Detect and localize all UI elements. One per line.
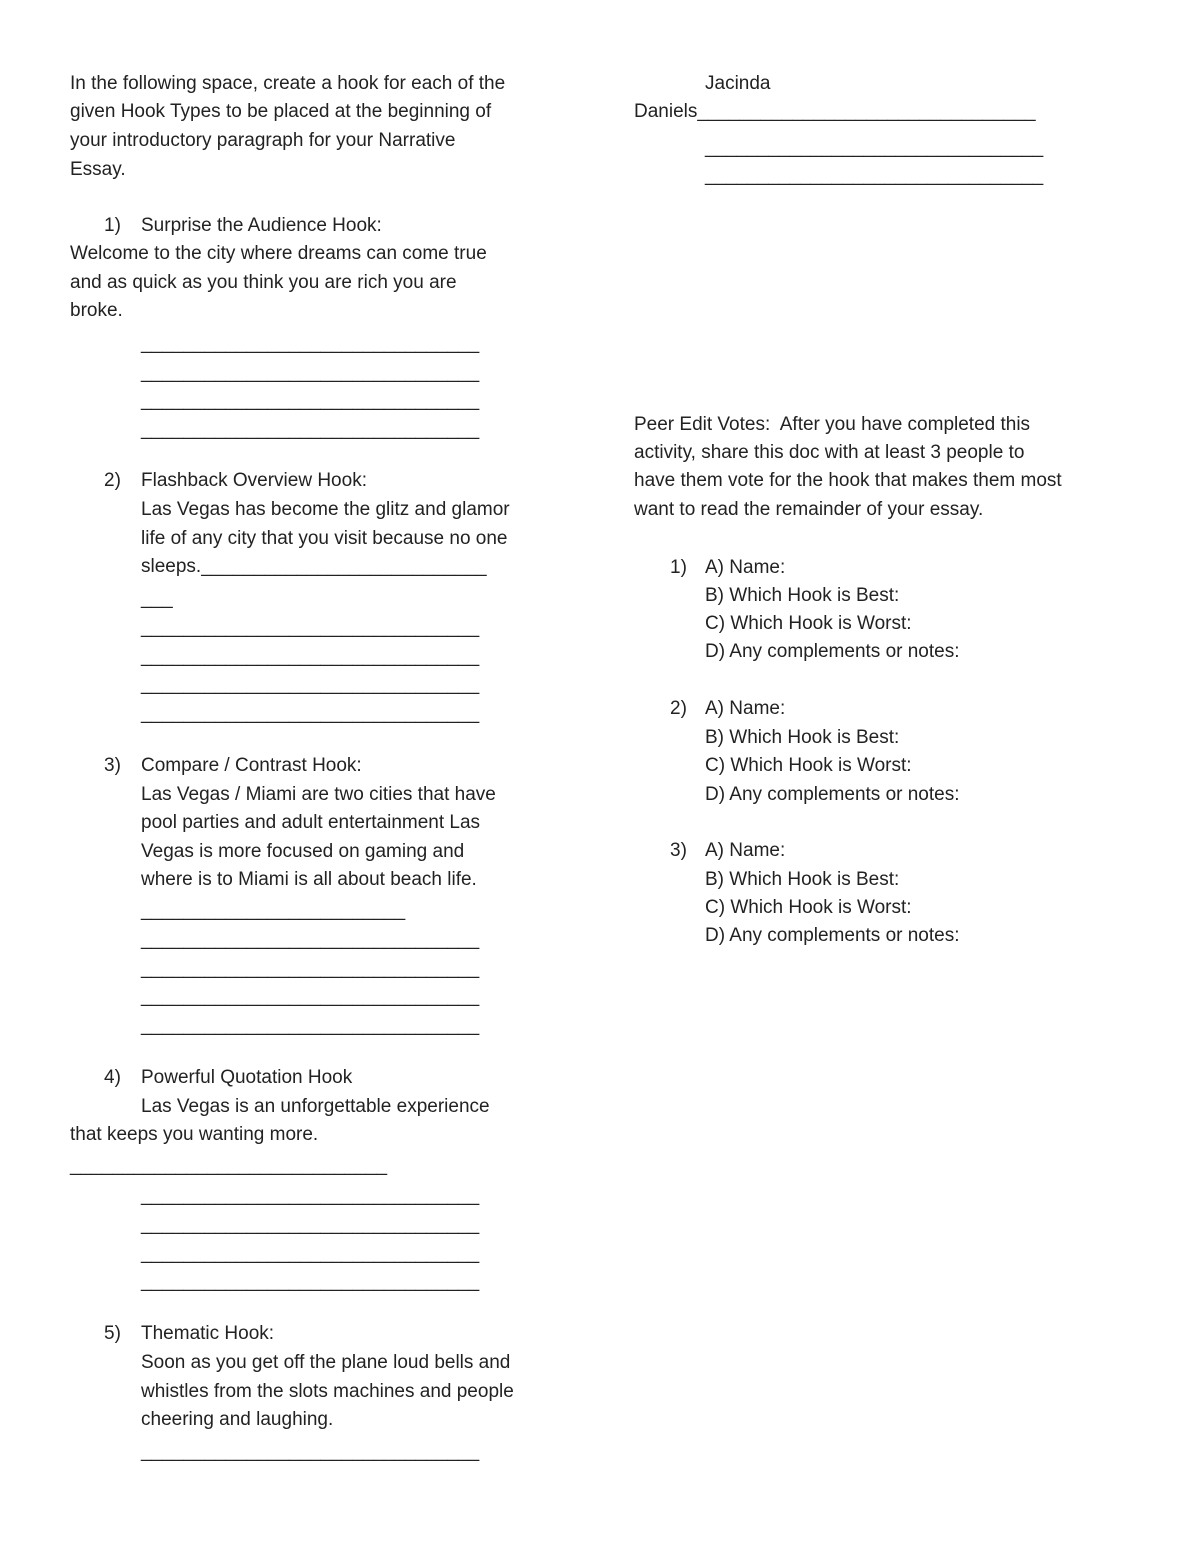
vote-number: 3)	[670, 840, 687, 861]
vote-field: B) Which Hook is Best:	[705, 727, 900, 748]
hook-answer-line: Las Vegas / Miami are two cities that have	[141, 784, 496, 805]
blank-line: ________________________________	[141, 958, 480, 979]
hook-answer-line: ___	[141, 588, 173, 609]
vote-field: C) Which Hook is Worst:	[705, 613, 912, 634]
blank-line: ________________________________	[141, 1185, 480, 1206]
hook-answer-line: Las Vegas has become the glitz and glamor	[141, 499, 510, 520]
blank-line: ________________________________	[141, 674, 480, 695]
student-first-name: Jacinda	[705, 73, 771, 94]
intro-line: In the following space, create a hook for each of the	[70, 73, 506, 94]
hook-answer-line: cheering and laughing.	[141, 1409, 334, 1430]
vote-field: A) Name:	[705, 557, 786, 578]
hook-answer-line: _________________________	[141, 900, 406, 921]
hook-answer-line: Soon as you get off the plane loud bells and	[141, 1352, 511, 1373]
hook-number: 5)	[104, 1323, 121, 1344]
blank-line: ________________________________	[141, 1214, 480, 1235]
intro-line: Essay.	[70, 159, 126, 180]
blank-line: ________________________________	[141, 362, 480, 383]
blank-line: ________________________________	[705, 137, 1044, 158]
hook-number: 4)	[104, 1067, 121, 1088]
blank-line: ________________________________	[141, 1243, 480, 1264]
vote-field: B) Which Hook is Best:	[705, 585, 900, 606]
blank-line: ________________________________	[141, 986, 480, 1007]
hook-answer-line: Welcome to the city where dreams can come true	[70, 243, 487, 264]
hook-answer-line: Vegas is more focused on gaming and	[141, 841, 465, 862]
hook-title: Powerful Quotation Hook	[141, 1067, 353, 1088]
blank-line: ________________________________	[141, 617, 480, 638]
hook-title: Flashback Overview Hook:	[141, 470, 367, 491]
blank-line: ________________________________	[141, 646, 480, 667]
vote-field: A) Name:	[705, 698, 786, 719]
vote-field: D) Any complements or notes:	[705, 641, 960, 662]
vote-field: D) Any complements or notes:	[705, 784, 960, 805]
vote-field: C) Which Hook is Worst:	[705, 897, 912, 918]
hook-answer-line: sleeps.___________________________	[141, 556, 487, 577]
hook-title: Thematic Hook:	[141, 1323, 275, 1344]
hook-answer-line: pool parties and adult entertainment Las	[141, 812, 481, 833]
vote-field: B) Which Hook is Best:	[705, 869, 900, 890]
blank-line: ________________________________	[141, 333, 480, 354]
hook-answer-line: life of any city that you visit because no one	[141, 528, 508, 549]
peer-edit-line: activity, share this doc with at least 3 people to	[634, 442, 1025, 463]
blank-line: ________________________________	[705, 165, 1044, 186]
hook-answer-line: broke.	[70, 300, 123, 321]
blank-line: ________________________________	[141, 419, 480, 440]
vote-number: 1)	[670, 557, 687, 578]
vote-field: C) Which Hook is Worst:	[705, 755, 912, 776]
hook-answer-line: whistles from the slots machines and people	[141, 1381, 514, 1402]
blank-line: ________________________________	[141, 703, 480, 724]
hook-title: Surprise the Audience Hook:	[141, 215, 382, 236]
hook-number: 1)	[104, 215, 121, 236]
blank-line: ________________________________	[141, 1271, 480, 1292]
blank-line: ________________________________	[141, 390, 480, 411]
hook-answer-line: ______________________________	[70, 1155, 388, 1176]
hook-answer-line: Las Vegas is an unforgettable experience	[141, 1096, 490, 1117]
vote-field: D) Any complements or notes:	[705, 925, 960, 946]
intro-line: your introductory paragraph for your Narrative	[70, 130, 456, 151]
hook-title: Compare / Contrast Hook:	[141, 755, 362, 776]
hook-number: 2)	[104, 470, 121, 491]
hook-number: 3)	[104, 755, 121, 776]
peer-edit-line: Peer Edit Votes: After you have completed this	[634, 414, 1031, 435]
intro-line: given Hook Types to be placed at the beginning of	[70, 101, 492, 122]
vote-number: 2)	[670, 698, 687, 719]
peer-edit-line: have them vote for the hook that makes them most	[634, 470, 1062, 491]
peer-edit-line: want to read the remainder of your essay.	[634, 499, 984, 520]
blank-line: ________________________________	[141, 1441, 480, 1462]
vote-field: A) Name:	[705, 840, 786, 861]
hook-answer-line: that keeps you wanting more.	[70, 1124, 319, 1145]
blank-line: ________________________________	[141, 929, 480, 950]
blank-line: ________________________________	[141, 1015, 480, 1036]
hook-answer-line: where is to Miami is all about beach life.	[141, 869, 477, 890]
student-last-name: Daniels________________________________	[634, 101, 1036, 122]
hook-answer-line: and as quick as you think you are rich you are	[70, 272, 457, 293]
